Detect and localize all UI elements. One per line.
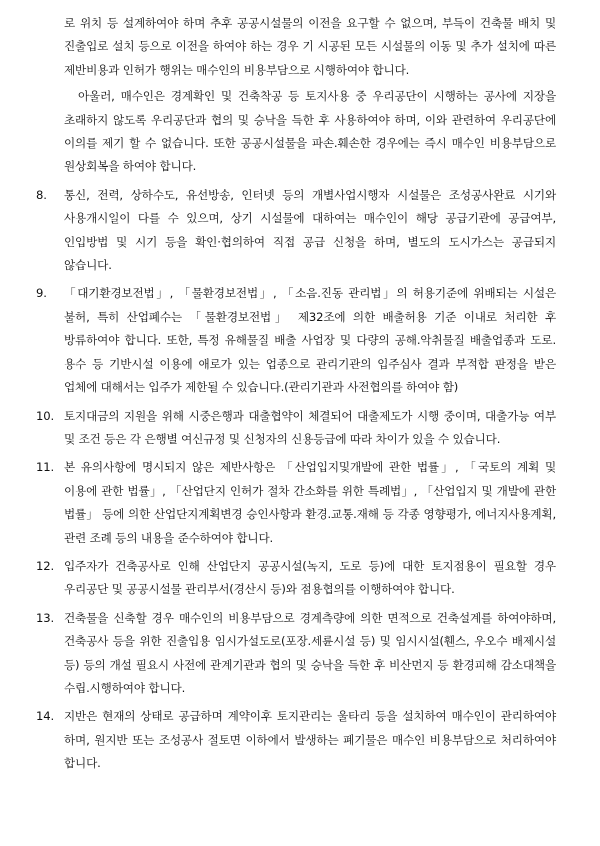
list-item	[0, 555, 600, 602]
continuation-paragraph: 로 위치 등 설계하여야 하며 추후 공공시설물의 이전을 요구할 수 없으며, 부득이 건축물 배치 및 진출입로 설치 등으로 이전을 하여야 하는 경우 기 시공된 모든 시설물의 이동 및 추가 설치에 따른 제반비용과 인허가 행위는 매수인의 비용부담으로 시행하여야 합니다.	[64, 16, 556, 77]
list-item	[0, 282, 600, 399]
list-item-number: 9.	[36, 286, 47, 301]
list-item-text: 통신, 전력, 상하수도, 유선방송, 인터넷 등의 개별사업시행자 시설물은 조성공사완료 시기와 사용개시일이 다를 수 있으며, 상기 시설물에 대하여는 매수인이 해당 공급기관에 공급여부, 인입방법 및 시기 등을 확인·협의하여 직접 공급 신청을 하며, 별도의 도시가스는 공급되지 않습니다.	[64, 187, 556, 273]
list-item-text: 토지대금의 지원을 위해 시중은행과 대출협약이 체결되어 대출제도가 시행 중이며, 대출가능 여부 및 조건 등은 각 은행별 여신규정 및 신청자의 신용등급에 따라 차이가 있을 수 있습니다.	[64, 408, 556, 446]
list-item-number: 12.	[36, 558, 54, 573]
list-item	[0, 405, 600, 452]
document-page	[0, 12, 600, 776]
list-item	[0, 607, 600, 701]
list-item	[0, 184, 600, 278]
list-item-number: 14.	[36, 709, 54, 724]
list-item	[0, 456, 600, 550]
list-item	[0, 705, 600, 775]
list-item-number: 13.	[36, 610, 54, 625]
list-item-text: 본 유의사항에 명시되지 않은 제반사항은 「산업입지및개발에 관한 법률」, 「국토의 계획 및 이용에 관한 법률」, 「산업단지 인허가 절차 간소화를 위한 특례법」, 「산업입지 및 개발에 관한 법률」 등에 의한 산업단지계획변경 승인사항과 환경.교통.재해 등 각종 영향평가, 에너지사용계획, 관련 조례 등의 내용을 준수하여야 합니다.	[64, 460, 556, 545]
notice-paragraph: 아울러, 매수인은 경계확인 및 건축착공 등 토지사용 중 우리공단이 시행하는 공사에 지장을 초래하지 않도록 우리공단과 협의 및 승낙을 득한 후 사용하여야 하며, 이와 관련하여 우리공단에 이의를 제기 할 수 없습니다. 또한 공공시설물을 파손.훼손한 경우에는 즉시 매수인 비용부담으로 원상회복을 하여야 합니다.	[64, 89, 556, 174]
list-item-number: 8.	[36, 187, 47, 202]
list-item-text: 지반은 현재의 상태로 공급하며 계약이후 토지관리는 울타리 등을 설치하여 매수인이 관리하여야 하며, 원지반 또는 조성공사 절토면 이하에서 발생하는 폐기물은 매수인 비용부담으로 처리하여야 합니다.	[64, 709, 556, 771]
list-item-text: 「대기환경보전법」, 「물환경보전법」, 「소음.진동 관리법」의 허용기준에 위배되는 시설은 불허, 특히 산업폐수는 「물환경보전법」 제32조에 의한 배출허용 기준 이내로 처리한 후 방류하여야 합니다. 또한, 특정 유해물질 배출 사업장 및 다량의 공해.악취물질 배출업종과 도로.용수 등 기반시설 이용에 애로가 있는 업종으로 관리기관의 입주심사 결과 부적합 판정을 받은 업체에 대해서는 입주가 제한될 수 있습니다.(관리기관과 사전협의를 하여야 함)	[64, 286, 556, 395]
list-item-number: 11.	[36, 460, 54, 475]
list-item-text: 입주자가 건축공사로 인해 산업단지 공공시설(녹지, 도로 등)에 대한 토지점용이 필요할 경우 우리공단 및 공공시설물 관리부서(경산시 등)와 점용협의를 이행하여야 합니다.	[64, 558, 556, 597]
list-item-text: 건축물을 신축할 경우 매수인의 비용부담으로 경계측량에 의한 면적으로 건축설계를 하여야하며, 건축공사 등을 위한 진출입용 임시가설도로(포장.세륜시설 등) 및 임시시설(휀스, 우오수 배제시설 등) 등의 개설 필요시 사전에 관계기관과 협의 및 승낙을 득한 후 비산먼지 등 환경피해 감소대책을 수립.시행하여야 합니다.	[64, 610, 556, 695]
list-item-number: 10.	[36, 408, 54, 423]
